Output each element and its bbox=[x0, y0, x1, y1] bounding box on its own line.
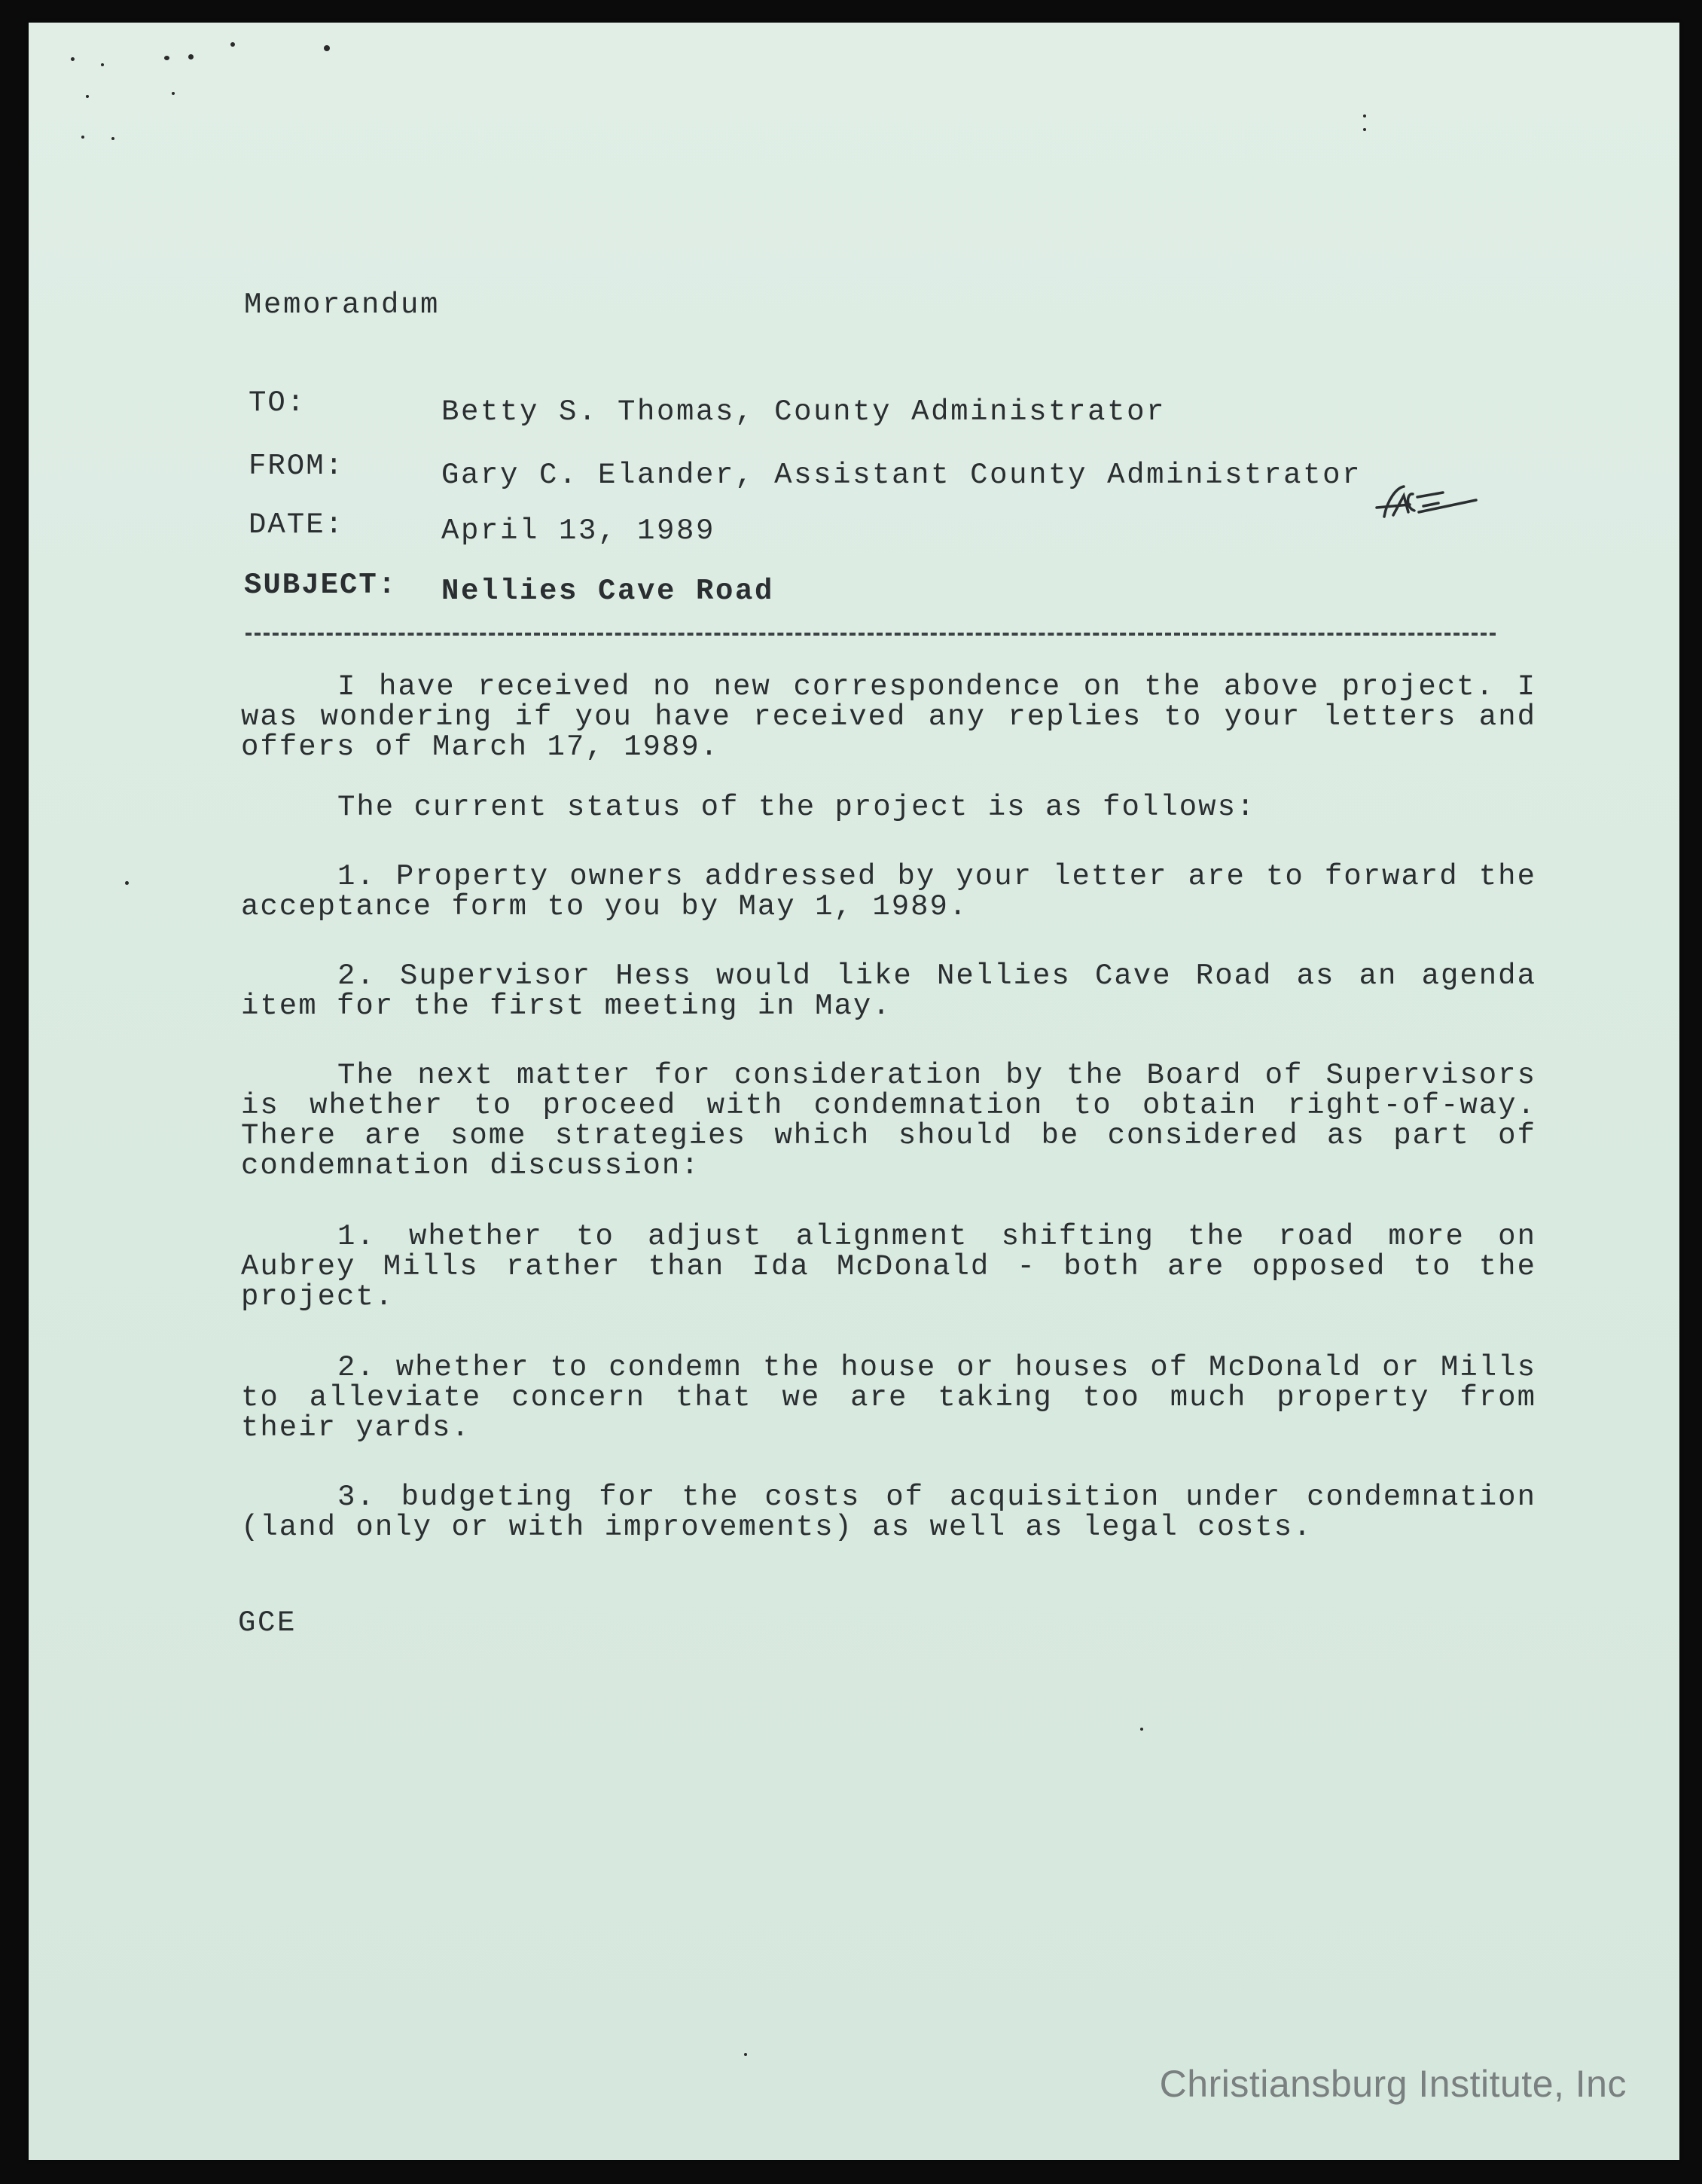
header-divider bbox=[246, 633, 1496, 636]
paper-speck bbox=[111, 137, 114, 140]
date-label: DATE: bbox=[249, 508, 345, 541]
paper-speck bbox=[101, 63, 104, 66]
strategy-item: 2. whether to condemn the house or houses of McDonald or Mills to alleviate concern that we are taking too much property from their yards. bbox=[241, 1351, 1536, 1444]
archive-watermark: Christiansburg Institute, Inc bbox=[1159, 2063, 1627, 2105]
from-value: Gary C. Elander, Assistant County Administrator bbox=[441, 459, 1362, 492]
paper-speck bbox=[125, 881, 129, 885]
sign-off: GCE bbox=[238, 1606, 297, 1640]
paper-speck bbox=[164, 56, 169, 60]
paper-speck bbox=[324, 45, 330, 51]
memo-page bbox=[29, 23, 1679, 2160]
paper-speck bbox=[1363, 128, 1366, 131]
to-label: TO: bbox=[249, 386, 307, 419]
paper-speck bbox=[230, 42, 235, 47]
body-paragraph: The next matter for consideration by the Board of Supervisors is whether to proceed with condemnation to obtain right-of-way. There are some strategies which should be considered as part of condemnation discussion: bbox=[241, 1059, 1536, 1182]
date-value: April 13, 1989 bbox=[441, 514, 716, 548]
strategy-item: 3. budgeting for the costs of acquisition under condemnation (land only or with improvements) as well as legal costs. bbox=[241, 1481, 1536, 1544]
paper-speck bbox=[1140, 1728, 1143, 1731]
paper-speck bbox=[744, 2053, 747, 2056]
status-item: 2. Supervisor Hess would like Nellies Cave Road as an agenda item for the first meeting in May. bbox=[241, 959, 1536, 1023]
paper-speck bbox=[81, 136, 84, 139]
initials-signature bbox=[1371, 477, 1484, 529]
subject-value: Nellies Cave Road bbox=[441, 575, 775, 608]
status-item: 1. Property owners addressed by your letter are to forward the acceptance form to you by May 1, 1989. bbox=[241, 860, 1536, 923]
strategy-item: 1. whether to adjust alignment shifting the road more on Aubrey Mills rather than Ida McDonald - both are opposed to the project. bbox=[241, 1220, 1536, 1313]
paper-speck bbox=[86, 95, 89, 98]
paper-speck bbox=[71, 57, 75, 61]
paper-speck bbox=[1363, 114, 1366, 117]
paper-speck bbox=[188, 54, 194, 59]
subject-label: SUBJECT: bbox=[244, 569, 398, 602]
paper-speck bbox=[172, 92, 175, 95]
body-paragraph: The current status of the project is as follows: bbox=[337, 791, 1256, 824]
body-paragraph: I have received no new correspondence on the above project. I was wondering if you have received any replies to your letters and offers of March 17, 1989. bbox=[241, 670, 1536, 764]
to-value: Betty S. Thomas, County Administrator bbox=[441, 395, 1167, 429]
from-label: FROM: bbox=[249, 450, 345, 483]
memo-title: Memorandum bbox=[244, 288, 441, 322]
